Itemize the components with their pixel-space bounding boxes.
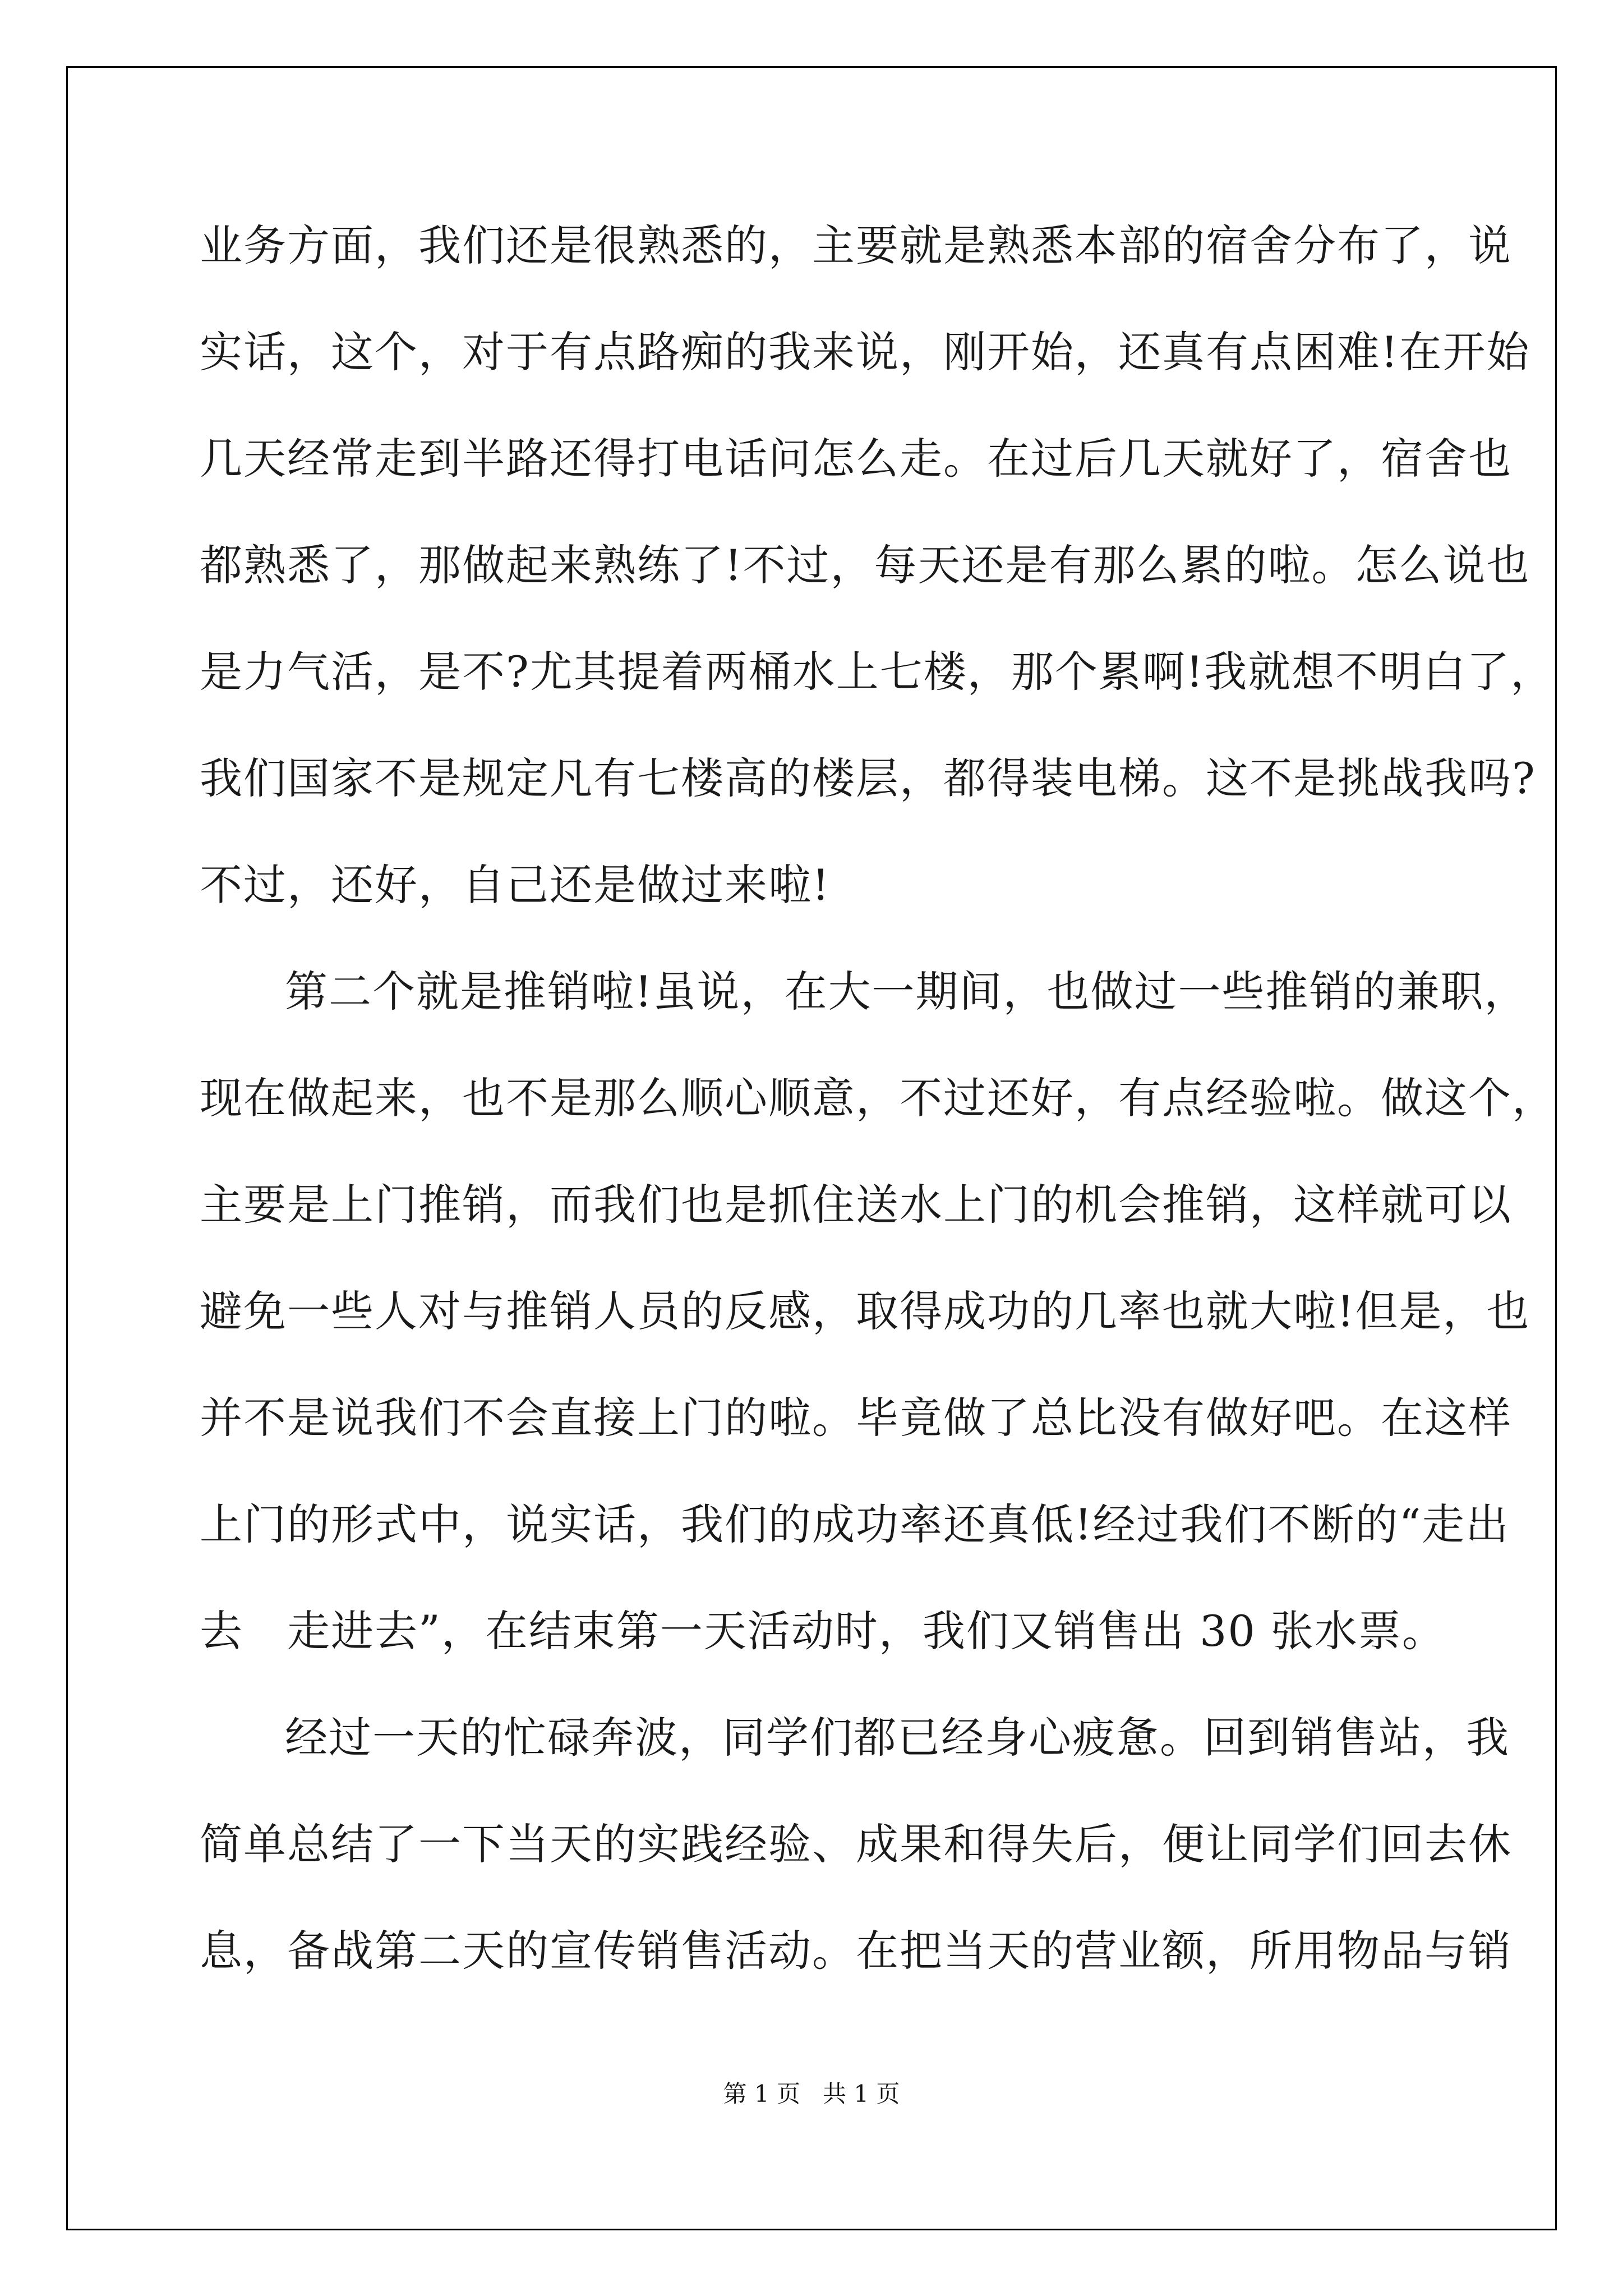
- text-line: 是力气活，是不?尤其提着两桶水上七楼，那个累啊!我就想不明白了，: [200, 647, 1555, 697]
- paragraph-first-line: 经过一天的忙碌奔波，同学们都已经身心疲惫。回到销售站，我: [285, 1713, 1510, 1763]
- text-line: 都熟悉了，那做起来熟练了!不过，每天还是有那么累的啦。怎么说也: [200, 540, 1530, 590]
- text-line: 不过，还好，自己还是做过来啦!: [200, 860, 831, 910]
- text-line: 简单总结了一下当天的实践经验、成果和得失后，便让同学们回去休: [200, 1819, 1512, 1869]
- text-line: 主要是上门推销，而我们也是抓住送水上门的机会推销，这样就可以: [200, 1180, 1512, 1230]
- text-line: 上门的形式中，说实话，我们的成功率还真低!经过我们不断的“走出: [200, 1499, 1510, 1549]
- document-body: [200, 212, 1556, 2024]
- text-line: 息，备战第二天的宣传销售活动。在把当天的营业额，所用物品与销: [200, 1926, 1512, 1976]
- page-footer: [0, 2076, 1623, 2109]
- page-total: 共 1 页: [823, 2080, 900, 2108]
- text-line: 现在做起来，也不是那么顺心顺意，不过还好，有点经验啦。做这个，: [200, 1073, 1556, 1123]
- text-line: 避免一些人对与推销人员的反感，取得成功的几率也就大啦!但是，也: [200, 1286, 1530, 1336]
- page-number: 第 1 页: [723, 2080, 800, 2108]
- text-line: 并不是说我们不会直接上门的啦。毕竟做了总比没有做好吧。在这样: [200, 1393, 1512, 1443]
- text-line: 我们国家不是规定凡有七楼高的楼层，都得装电梯。这不是挑战我吗?: [200, 753, 1536, 803]
- text-line: 实话，这个，对于有点路痴的我来说，刚开始，还真有点困难!在开始: [200, 327, 1530, 377]
- paragraph-first-line: 第二个就是推销啦!虽说，在大一期间，也做过一些推销的兼职，: [285, 967, 1528, 1016]
- text-line: 业务方面，我们还是很熟悉的，主要就是熟悉本部的宿舍分布了，说: [200, 220, 1512, 270]
- text-line: 几天经常走到半路还得打电话问怎么走。在过后几天就好了，宿舍也: [200, 434, 1512, 484]
- text-line: 去 走进去”，在结束第一天活动时，我们又销售出 30 张水票。: [200, 1606, 1446, 1656]
